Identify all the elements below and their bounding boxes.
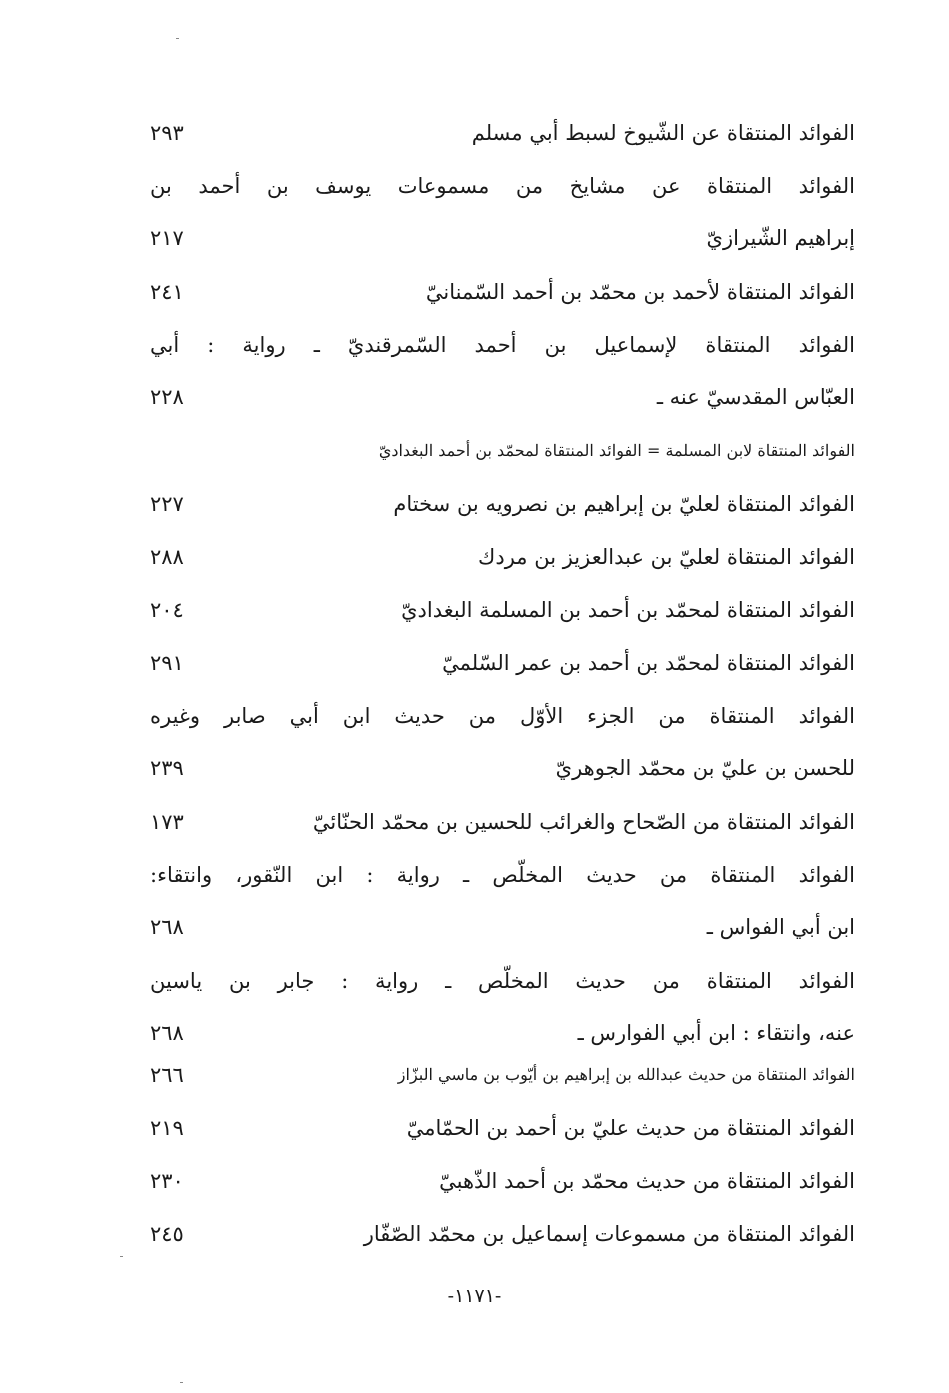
index-entry bbox=[150, 425, 855, 477]
scan-speck bbox=[176, 38, 179, 39]
entry-page-number: ١٧٣ bbox=[150, 810, 184, 834]
entry-page-number: ٢٢٨ bbox=[150, 385, 184, 409]
entry-page-number: ٢٨٨ bbox=[150, 545, 184, 569]
entry-title-line: الفوائد المنتقاة لمحمّد بن أحمد بن المسلمة البغداديّ bbox=[401, 598, 855, 622]
entry-page-number: ٢٦٨ bbox=[150, 1021, 184, 1045]
entry-page-number: ٢٦٨ bbox=[150, 915, 184, 939]
index-entry bbox=[150, 478, 855, 530]
entry-page-number: ٢٦٦ bbox=[150, 1063, 184, 1087]
page-number: -١١٧١- bbox=[447, 1285, 502, 1307]
index-entry bbox=[150, 1208, 855, 1260]
entry-title-line: الفوائد المنتقاة لعليّ بن عبدالعزيز بن مردك bbox=[478, 545, 855, 569]
entry-title-line: الفوائد المنتقاة من الجزء الأوّل من حديث ابن أبي صابر وغيره bbox=[150, 704, 855, 728]
entry-title-line: الفوائد المنتقاة عن الشّيوخ لسبط أبي مسلم bbox=[471, 121, 855, 145]
entry-page-number: ٢١٧ bbox=[150, 226, 184, 250]
index-entry bbox=[150, 1102, 855, 1154]
entry-title-line: ابن أبي الفواس ـ bbox=[706, 915, 855, 939]
entry-title-line: الفوائد المنتقاة من حديث محمّد بن أحمد الذّهبيّ bbox=[439, 1169, 855, 1193]
entry-title-line: الفوائد المنتقاة من حديث المخلّص ـ رواية : جابر بن ياسين bbox=[150, 969, 855, 993]
entry-page-number: ٢٩٣ bbox=[150, 121, 184, 145]
index-entry bbox=[150, 107, 855, 159]
entry-title-line: الفوائد المنتقاة من الصّحاح والغرائب للحسين بن محمّد الحنّائيّ bbox=[312, 810, 855, 834]
index-entry bbox=[150, 584, 855, 636]
index-entry bbox=[150, 319, 855, 423]
index-entry bbox=[150, 160, 855, 264]
index-entry bbox=[150, 849, 855, 953]
index-entry bbox=[150, 266, 855, 318]
entry-page-number: ٢٤١ bbox=[150, 280, 184, 304]
entry-title-line: العبّاس المقدسيّ عنه ـ bbox=[656, 385, 855, 409]
entry-page-number: ٢٣٩ bbox=[150, 756, 184, 780]
entry-page-number bbox=[150, 425, 210, 477]
entry-title-line: الفوائد المنتقاة لابن المسلمة = الفوائد المنتقاة لمحمّد بن أحمد البغداديّ bbox=[378, 441, 855, 460]
index-entry bbox=[150, 955, 855, 1059]
entry-page-number: ٢٣٠ bbox=[150, 1169, 184, 1193]
entry-title-line: الفوائد المنتقاة لعليّ بن إبراهيم بن نصرويه بن سختام bbox=[393, 492, 855, 516]
index-entry bbox=[150, 637, 855, 689]
entry-page-number: ٢٢٧ bbox=[150, 492, 184, 516]
scan-speck bbox=[120, 1256, 123, 1257]
entry-page-number: ٢٠٤ bbox=[150, 598, 184, 622]
entry-title-line: الفوائد المنتقاة لإسماعيل بن أحمد السّمرقنديّ ـ رواية : أبي bbox=[150, 333, 855, 357]
entry-title-line: الفوائد المنتقاة لمحمّد بن أحمد بن عمر السّلميّ bbox=[442, 651, 855, 675]
entry-title-line: الفوائد المنتقاة لأحمد بن محمّد بن أحمد السّمنانيّ bbox=[425, 280, 855, 304]
entry-page-number: ٢١٩ bbox=[150, 1116, 184, 1140]
entry-title-line: للحسن بن عليّ بن محمّد الجوهريّ bbox=[555, 756, 855, 780]
entry-title-line: عنه، وانتقاء : ابن أبي الفوارس ـ bbox=[577, 1021, 855, 1045]
entry-title-line: الفوائد المنتقاة من حديث المخلّص ـ رواية : ابن النّقور، وانتقاء: bbox=[150, 863, 855, 887]
entry-title-line: الفوائد المنتقاة من حديث عليّ بن أحمد بن الحمّاميّ bbox=[406, 1116, 855, 1140]
entry-title-line: الفوائد المنتقاة من حديث عبدالله بن إبراهيم بن أيّوب بن ماسي البزّاز bbox=[397, 1065, 855, 1084]
index-entry bbox=[150, 1155, 855, 1207]
entry-title-line: إبراهيم الشّيرازيّ bbox=[706, 226, 855, 250]
index-entry bbox=[150, 1049, 855, 1101]
entry-title-line: الفوائد المنتقاة عن مشايخ من مسموعات يوسف بن أحمد بن bbox=[150, 174, 855, 198]
index-entry bbox=[150, 531, 855, 583]
entry-page-number: ٢٩١ bbox=[150, 651, 184, 675]
index-entry bbox=[150, 690, 855, 794]
scan-speck bbox=[180, 1382, 183, 1383]
entry-title-line: الفوائد المنتقاة من مسموعات إسماعيل بن محمّد الصّفّار bbox=[363, 1222, 855, 1246]
entry-page-number: ٢٤٥ bbox=[150, 1222, 184, 1246]
index-entry bbox=[150, 796, 855, 848]
